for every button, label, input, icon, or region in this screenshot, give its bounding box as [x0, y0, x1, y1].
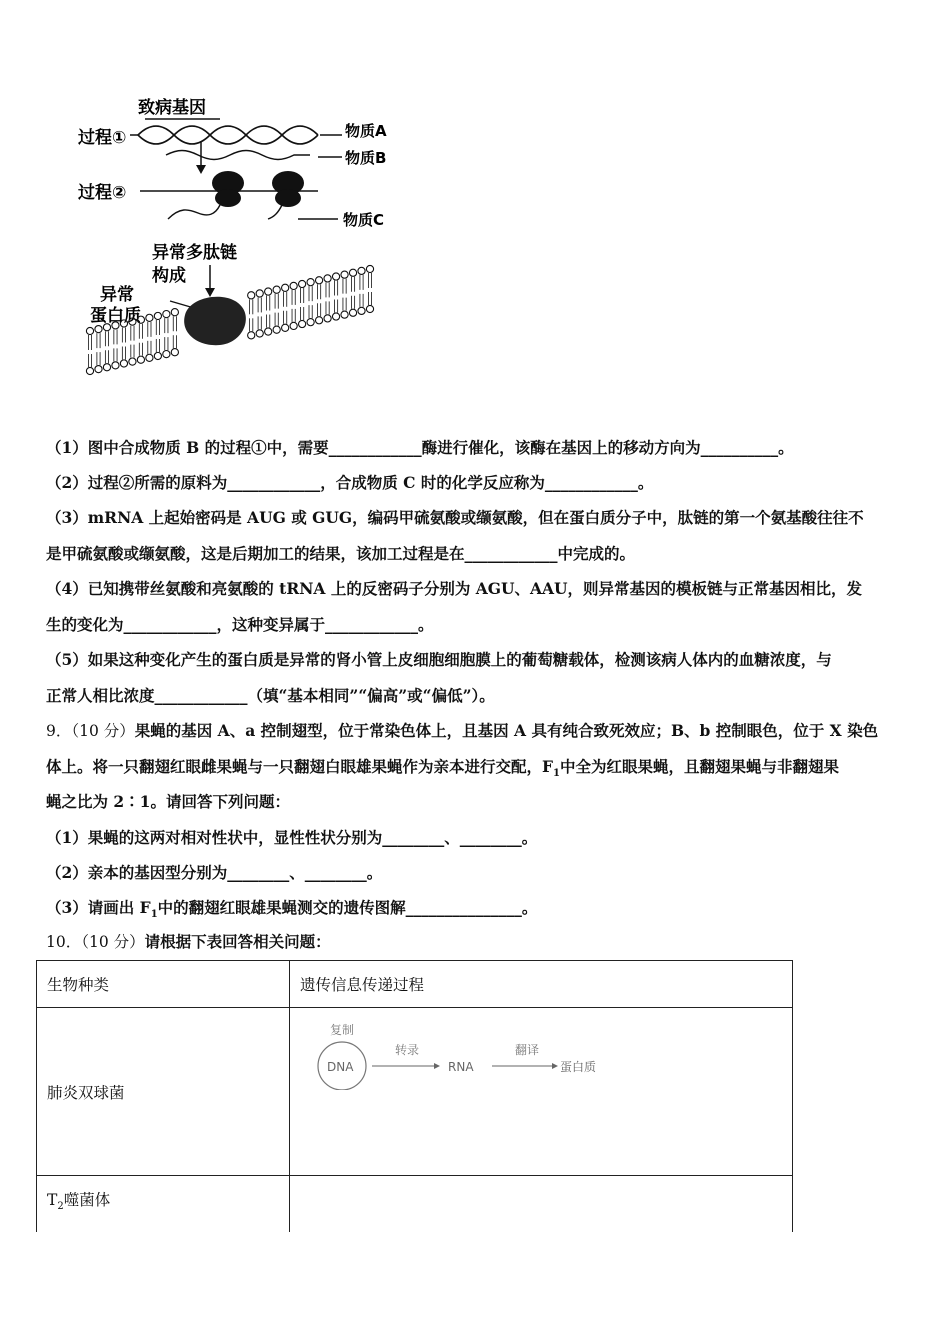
row2-organism [37, 1176, 290, 1233]
q8-part2: （2）过程②所需的原料为____________，合成物质 C 时的化学反应称为____________。 [46, 473, 654, 492]
gene-expression-figure [70, 95, 405, 410]
row2-org-sub: 2 [57, 1201, 64, 1213]
q9-part2: （2）亲本的基因型分别为________、________。 [46, 863, 383, 882]
row2-org-post: 噬菌体 [63, 1191, 111, 1209]
abnormal-protein [184, 297, 246, 345]
process2-label: 过程② [78, 183, 127, 203]
abnormal-protein-label-1: 异常 [100, 285, 134, 305]
q9-p3-post: 中的翻翅红眼雄果蝇测交的遗传图解_______________。 [157, 898, 538, 917]
abnormal-protein-label-2: 蛋白质 [90, 306, 141, 326]
transcription-label: 转录 [395, 1043, 420, 1057]
q9-part1: （1）果蝇的这两对相对性状中，显性性状分别为________、________。 [46, 828, 538, 847]
abnormal-chain-label-1: 异常多肽链 [152, 243, 237, 263]
q8-part3-line2: 是甲硫氨酸或缬氨酸，这是后期加工的结果，该加工过程是在____________中完成的。 [46, 544, 636, 563]
table-row [37, 1176, 793, 1233]
genetic-info-table [36, 960, 793, 1232]
substance-a-label: 物质A [345, 122, 387, 140]
q9-line2-pre: 体上。将一只翻翅红眼雌果蝇与一只翻翅白眼雄果蝇作为亲本进行交配，F [46, 757, 554, 776]
process1-label: 过程① [78, 128, 127, 148]
q10-stem [46, 930, 331, 952]
central-dogma-diagram [300, 1020, 620, 1090]
q9-stem-line1 [46, 719, 878, 741]
header-process: 遗传信息传递过程 [290, 961, 793, 1008]
row2-org-pre: T [47, 1191, 58, 1209]
dna-label: DNA [327, 1060, 354, 1074]
header-organism: 生物种类 [37, 961, 290, 1008]
protein-label: 蛋白质 [560, 1060, 597, 1074]
gene-label: 致病基因 [138, 98, 206, 118]
q9-p3-pre: （3）请画出 F [46, 898, 151, 917]
replication-label: 复制 [330, 1023, 355, 1037]
row1-organism: 肺炎双球菌 [37, 1008, 290, 1176]
q9-number: 9．（10 分） [46, 722, 135, 740]
q10-number: 10．（10 分） [46, 933, 145, 951]
q8-part3-line1: （3）mRNA 上起始密码是 AUG 或 GUG，编码甲硫氨酸或缬氨酸，但在蛋白质分子中，肽链的第一个氨基酸往往不 [46, 508, 864, 527]
abnormal-chain-label-2: 构成 [152, 266, 186, 286]
table-header-row [37, 961, 793, 1008]
q9-stem-text: 果蝇的基因 A、a 控制翅型，位于常染色体上，且基因 A 具有纯合致死效应；B、b 控制眼色，位于 X 染色 [134, 721, 879, 740]
q9-stem-line2 [46, 755, 839, 779]
q8-part5-line1: （5）如果这种变化产生的蛋白质是异常的肾小管上皮细胞细胞膜上的葡萄糖载体，检测该病人体内的血糖浓度，与 [46, 650, 832, 669]
q9-line2-post: 中全为红眼果蝇，且翻翅果蝇与非翻翅果 [559, 757, 839, 776]
q8-part1: （1）图中合成物质 B 的过程①中，需要____________酶进行催化，该酶在基因上的移动方向为__________。 [46, 438, 794, 457]
q8-part4-line1: （4）已知携带丝氨酸和亮氨酸的 tRNA 上的反密码子分别为 AGU、AAU，则异常基因的模板链与正常基因相比，发 [46, 579, 863, 598]
q8-part5-line2: 正常人相比浓度____________（填“基本相同”“偏高”或“偏低”）。 [46, 686, 495, 705]
mrna-strand [166, 151, 310, 160]
substance-c-label: 物质C [343, 211, 385, 229]
row1-process [290, 1008, 793, 1176]
q9-line2-sub: 1 [553, 768, 560, 780]
q8-part4-line2: 生的变化为____________，这种变异属于____________。 [46, 615, 434, 634]
q10-stem-text: 请根据下表回答相关问题： [144, 932, 331, 951]
q9-stem-line3: 蝇之比为 2∶1。请回答下列问题： [46, 792, 290, 811]
q9-p3-sub: 1 [150, 909, 158, 921]
substance-b-label: 物质B [345, 149, 387, 167]
q9-part3 [46, 896, 537, 920]
row2-process [290, 1176, 793, 1233]
table-row [37, 1008, 793, 1176]
translation-label: 翻译 [515, 1043, 540, 1057]
rna-label: RNA [448, 1060, 474, 1074]
